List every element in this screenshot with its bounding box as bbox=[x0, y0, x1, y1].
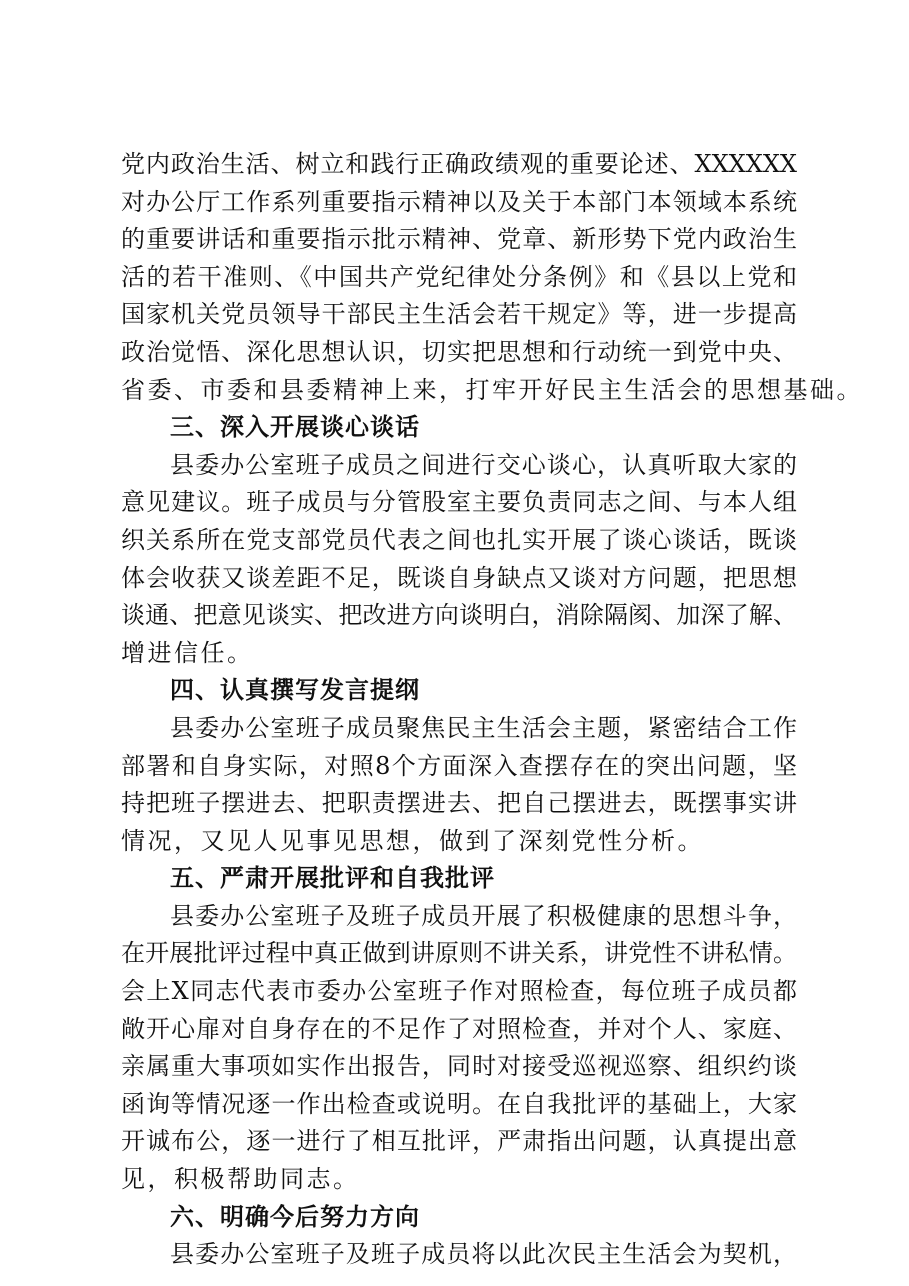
paragraph-line: 增进信任。 bbox=[121, 638, 254, 667]
paragraph-line: 县委办公室班子成员之间进行交心谈心，认真听取大家的 bbox=[170, 450, 797, 479]
section-heading: 三、深入开展谈心谈话 bbox=[170, 413, 420, 442]
paragraph-line: 敞开心扉对自身存在的不足作了对照检查，并对个人、家庭、 bbox=[121, 1014, 797, 1043]
paragraph-line: 开诚布公，逐一进行了相互批评，严肃指出问题，认真提出意 bbox=[121, 1127, 797, 1156]
paragraph-line: 党内政治生活、树立和践行正确政绩观的重要论述、XXXXXX bbox=[121, 150, 797, 178]
paragraph-line: 意见建议。班子成员与分管股室主要负责同志之间、与本人组 bbox=[121, 488, 797, 517]
paragraph-line: 县委办公室班子及班子成员将以此次民主生活会为契机， bbox=[170, 1240, 797, 1269]
paragraph-line: 政治觉悟、深化思想认识，切实把思想和行动统一到党中央、 bbox=[121, 337, 797, 366]
paragraph-line: 持把班子摆进去、把职责摆进去、把自己摆进去，既摆事实讲 bbox=[121, 789, 797, 818]
paragraph-line: 对办公厅工作系列重要指示精神以及关于本部门本领域本系统 bbox=[121, 187, 797, 216]
paragraph-line: 情况，又见人见事见思想，做到了深刻党性分析。 bbox=[121, 826, 704, 855]
document-body bbox=[121, 146, 863, 1274]
paragraph-line: 织关系所在党支部党员代表之间也扎实开展了谈心谈话，既谈 bbox=[121, 525, 797, 554]
paragraph-line: 省委、市委和县委精神上来，打牢开好民主生活会的思想基础。 bbox=[121, 375, 863, 404]
section-heading: 四、认真撰写发言提纲 bbox=[170, 676, 420, 705]
paragraph-line: 国家机关党员领导干部民主生活会若干规定》等，进一步提高 bbox=[121, 300, 797, 329]
section-heading: 六、明确今后努力方向 bbox=[170, 1202, 420, 1231]
paragraph-line: 县委办公室班子成员聚焦民主生活会主题，紧密结合工作 bbox=[170, 713, 797, 742]
paragraph-line: 在开展批评过程中真正做到讲原则不讲关系，讲党性不讲私情。 bbox=[121, 939, 797, 968]
paragraph-line: 体会收获又谈差距不足，既谈自身缺点又谈对方问题，把思想 bbox=[121, 563, 797, 592]
paragraph-line: 见，积极帮助同志。 bbox=[121, 1165, 360, 1194]
paragraph-line: 会上X同志代表市委办公室班子作对照检查，每位班子成员都 bbox=[121, 977, 797, 1006]
paragraph-line: 活的若干准则、《中国共产党纪律处分条例》和《县以上党和 bbox=[121, 262, 797, 291]
paragraph-line: 亲属重大事项如实作出报告，同时对接受巡视巡察、组织约谈 bbox=[121, 1052, 797, 1081]
paragraph-line: 部署和自身实际，对照8个方面深入查摆存在的突出问题，坚 bbox=[121, 751, 797, 780]
section-heading: 五、严肃开展批评和自我批评 bbox=[170, 864, 495, 893]
paragraph-line: 函询等情况逐一作出检查或说明。在自我批评的基础上，大家 bbox=[121, 1089, 797, 1118]
paragraph-line: 谈通、把意见谈实、把改进方向谈明白，消除隔阂、加深了解、 bbox=[121, 601, 797, 630]
paragraph-line: 的重要讲话和重要指示批示精神、党章、新形势下党内政治生 bbox=[121, 225, 797, 254]
paragraph-line: 县委办公室班子及班子成员开展了积极健康的思想斗争， bbox=[170, 901, 797, 930]
